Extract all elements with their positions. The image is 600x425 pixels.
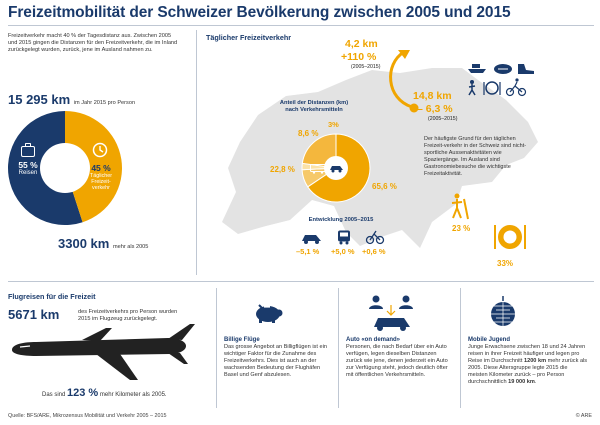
share-label-4: 65,6 % [372, 182, 397, 191]
total-distance-value: 15 295 km [8, 92, 71, 107]
flights-more [42, 387, 167, 399]
disco-ball-icon [488, 296, 518, 330]
domestic-period: (2005–2015) [428, 116, 458, 122]
divider-2 [338, 288, 339, 408]
col-cheap-flights-text: Das grosse Angebot an Billigflügen ist ein wichtiger Faktor für die Zunahme des Freizeitverkehrs. Dies ist auch an der wachsenden Bedeutung der Flughäfen Basel und Genf abzulesen. [224, 344, 327, 379]
car-sharing-icon [366, 294, 416, 334]
abroad-period: (2005–2015) [351, 64, 381, 70]
col-mobile-youth-title: Mobile Jugend [468, 337, 510, 343]
intro-text: Freizeitverkehr macht 40 % der Tagesdistanz aus. Zwischen 2005 und 2015 gingen die Distanzen für den Freizeitverkehr, die im Inland zurückgelegt wurden, zurück, jene im Ausland nahmen zu. [8, 33, 178, 54]
col-car-on-demand [346, 337, 454, 379]
food-percent: 33% [497, 259, 514, 268]
share-label-1: 8,6 % [298, 129, 319, 138]
flights-more-percent: 123 % [67, 387, 99, 399]
dev-heading: Entwicklung 2005–2015 [308, 217, 374, 223]
dev-bus-icon [337, 230, 351, 245]
youth-text-3: . [534, 379, 537, 386]
col-car-on-demand-title: Auto «on demand» [346, 337, 401, 343]
divider-1 [216, 288, 217, 408]
youth-text-2: mehr zurück als 2005. Diese Altersgruppe legte 2015 die meisten Kilometer zurück – pro Person durchschnittlich [468, 358, 588, 386]
divider-3 [460, 288, 461, 408]
flights-heading: Flugreisen für die Freizeit [8, 292, 96, 301]
col-mobile-youth-text [468, 344, 588, 387]
source-text: Quelle: BFS/ARE, Mikrozensus Mobilität und Verkehr 2005 – 2015 [8, 413, 167, 419]
increase-desc: mehr als 2005 [112, 244, 149, 250]
col-cheap-flights-title: Billige Flüge [224, 337, 260, 343]
daily-heading: Täglicher Freizeitverkehr [206, 33, 292, 42]
col-mobile-youth [468, 337, 588, 387]
flights-more-prefix: Das sind [42, 392, 66, 398]
dev-bike-value: +0,6 % [362, 247, 386, 256]
travel-label: Reisen [18, 170, 38, 176]
total-distance-desc: im Jahr 2015 pro Person [73, 100, 136, 106]
bus-icon [310, 164, 326, 174]
section-divider [8, 281, 594, 282]
piggy-bank-icon [253, 302, 287, 324]
page-title: Freizeitmobilität der Schweizer Bevölkerung zwischen 2005 und 2015 [8, 4, 511, 21]
flights-desc: des Freizeitverkehrs pro Person wurden 2015 im Flugzeug zurückgelegt. [78, 309, 178, 323]
youth-bold-2: 19 000 km [508, 379, 535, 386]
share-label-2: 3% [328, 120, 339, 129]
daily-percent: 45 % [91, 163, 111, 173]
youth-text-1: Junge Erwachsene zwischen 18 und 24 Jahren reisen in ihrer Freizeit häufiger und legen pro Reise im Durchschnitt [468, 344, 586, 365]
airplane-icon [8, 324, 198, 384]
car-icon [329, 163, 344, 173]
share-heading: Anteil der Distanzen (km) nach Verkehrsmitteln [279, 100, 349, 113]
flights-value: 5671 km [8, 307, 60, 322]
copyright-text: © ARE [575, 413, 592, 419]
col-car-on-demand-text: Personen, die nach Bedarf über ein Auto verfügen, legen dieselben Distanzen zurück wie jene, denen jederzeit ein Auto zur Verfügung steht, jedoch deutlich öfter mit öffentlichen Verkehrsmitteln. [346, 344, 448, 379]
dev-bus-value: +5,0 % [331, 247, 355, 256]
hiker-icon [450, 193, 472, 221]
plate-icon [492, 222, 528, 252]
dev-car-icon [301, 232, 322, 244]
daily-label: Täglicher Freizeit-verkehr [89, 173, 113, 192]
domestic-percent: – 6,3 % [417, 103, 453, 115]
dev-car-value: –5,1 % [296, 247, 320, 256]
flights-more-suffix: mehr Kilometer als 2005. [99, 392, 167, 398]
youth-bold-1: 1200 km [523, 358, 547, 365]
col-cheap-flights [224, 337, 332, 379]
share-label-3: 22,8 % [270, 165, 295, 174]
travel-percent: 55 % [18, 160, 38, 170]
walk-percent: 23 % [452, 224, 471, 233]
dev-bike-icon [366, 230, 384, 244]
abroad-percent: +110 % [341, 51, 377, 63]
domestic-km: 14,8 km [413, 90, 452, 102]
leisure-text: Der häufigste Grund für den täglichen Freizeit-verkehr in der Schweiz sind nicht-sportliche Aussenaktivitäten wie Spaziergänge. Im Ausland sind Gastronomiebesuche die wichtigste Freizeitaktivität. [424, 136, 527, 177]
abroad-km: 4,2 km [345, 38, 378, 50]
increase-value: 3300 km [58, 236, 110, 251]
